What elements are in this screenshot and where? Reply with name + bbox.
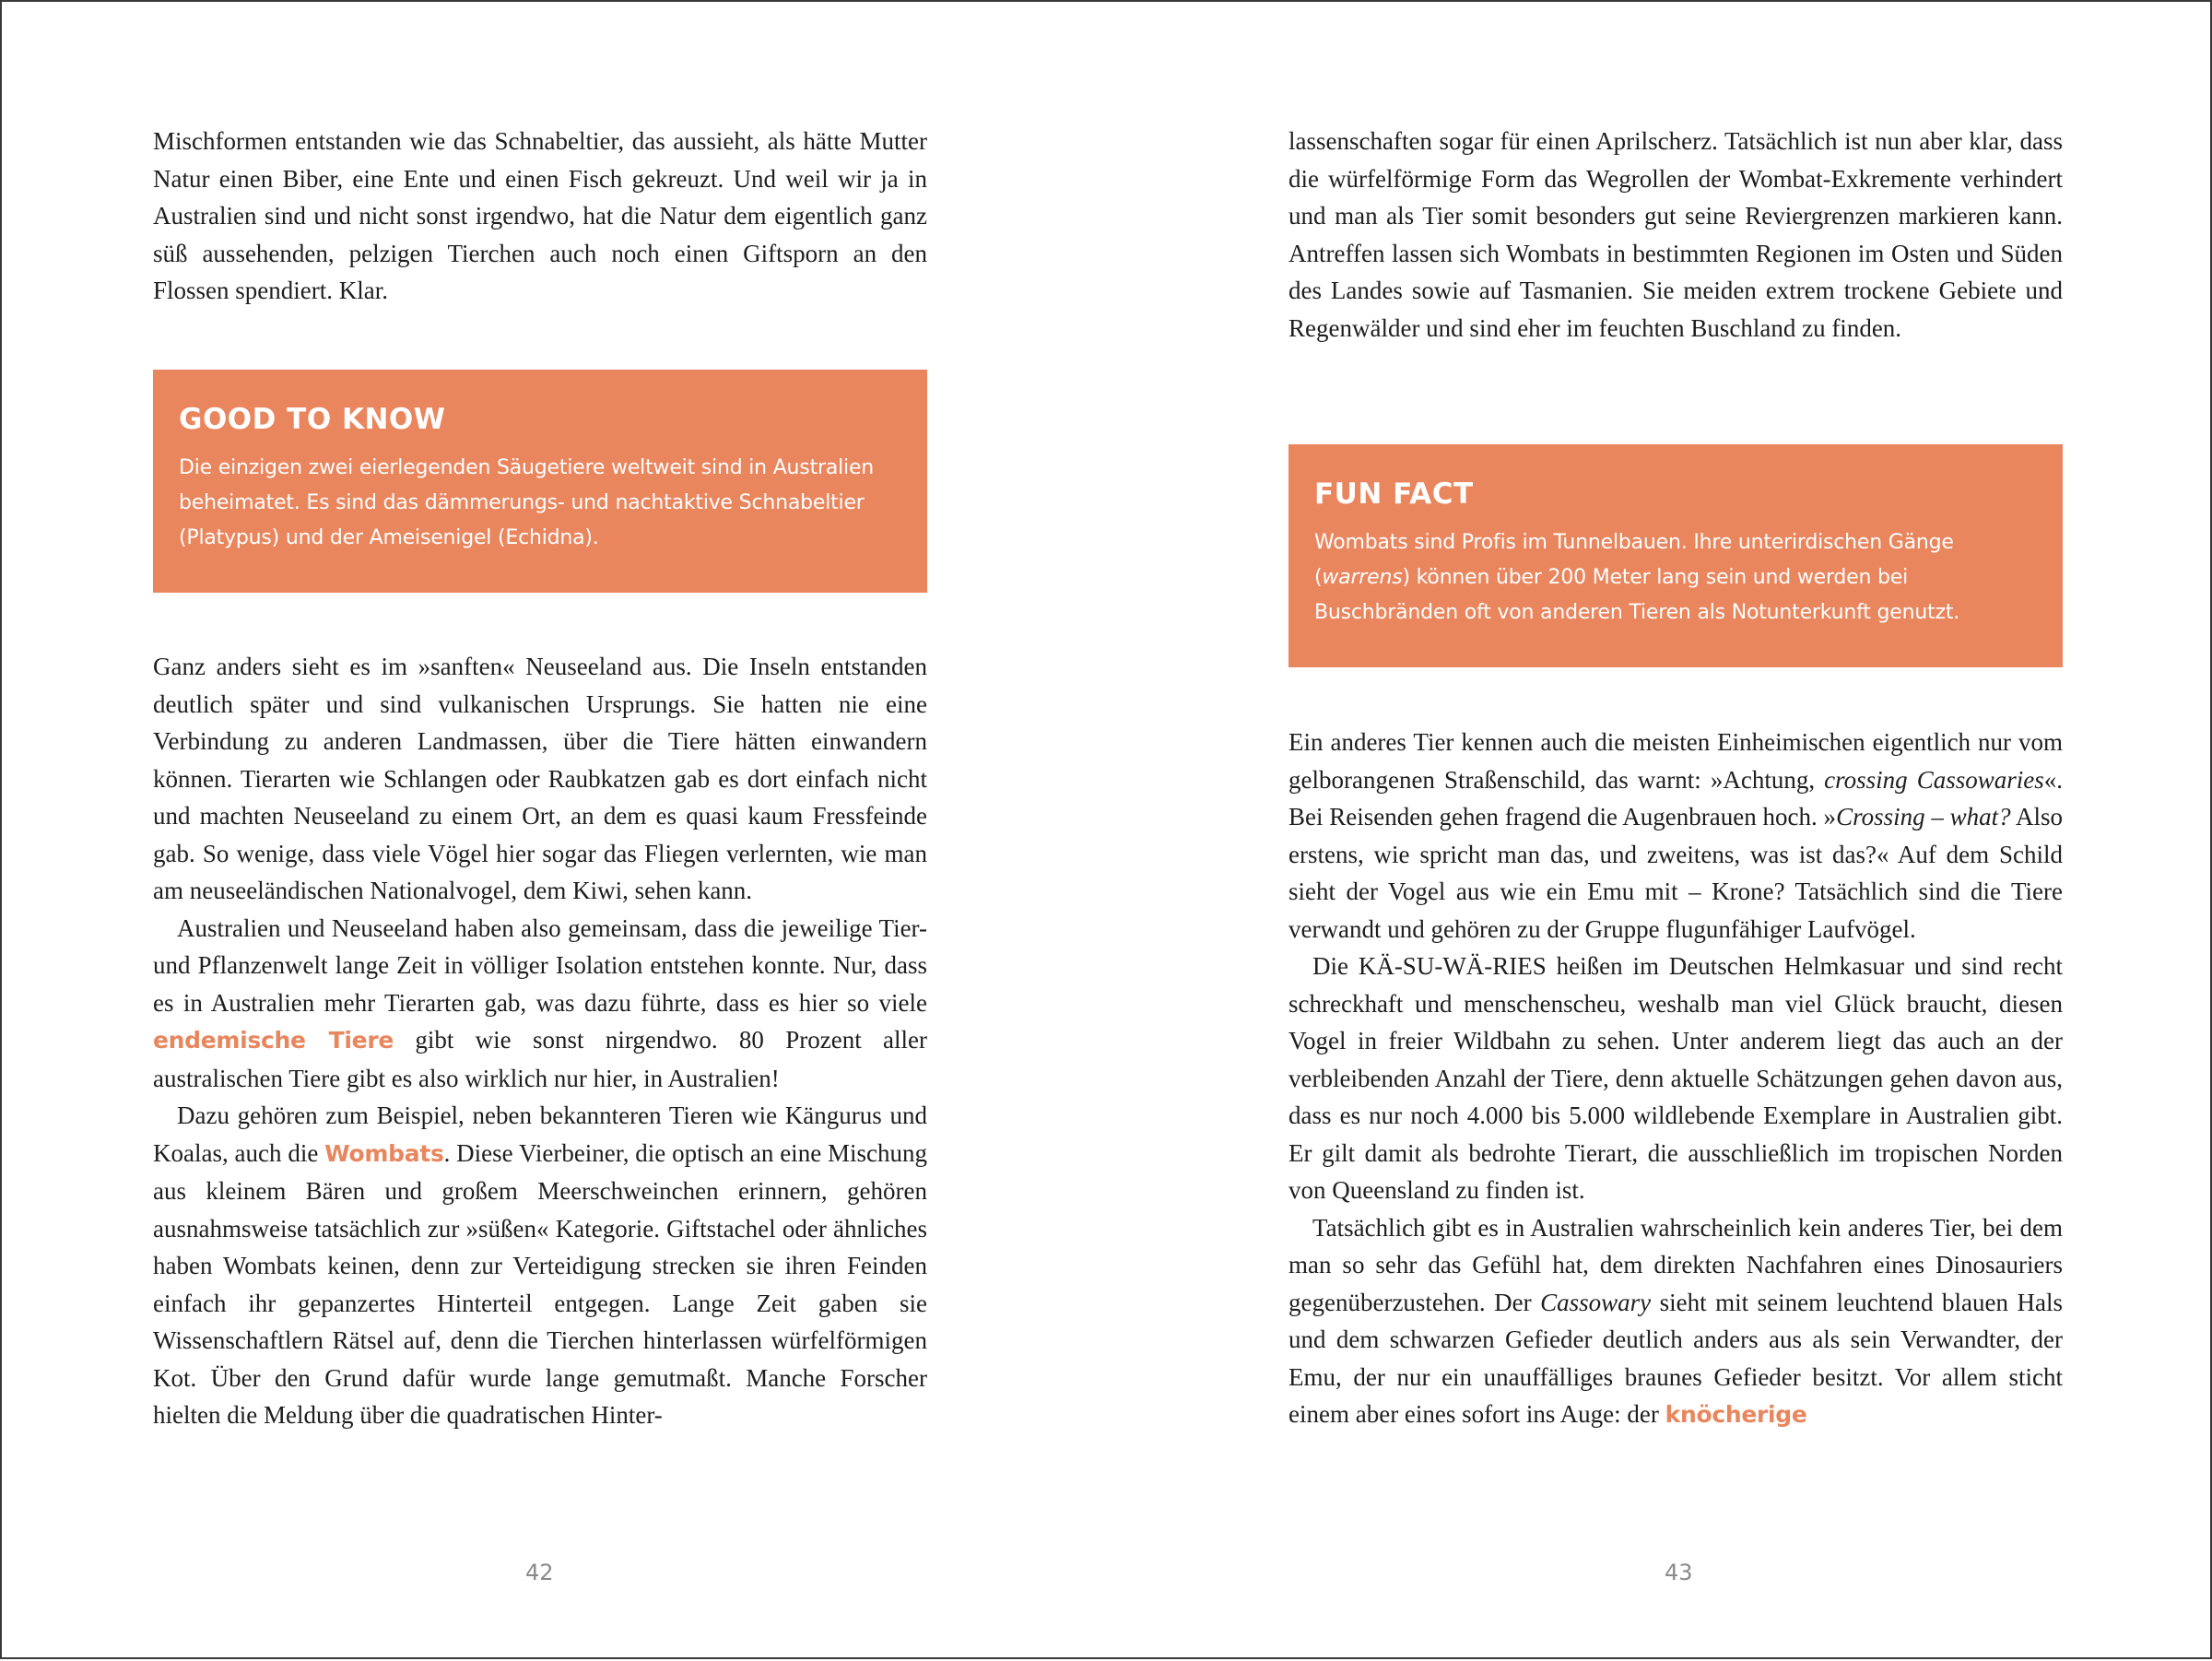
paragraph-isolation: Australien und Neuseeland haben also gemeinsam, dass die jeweilige Tier- und Pflanzenwelt lange Zeit in völliger Isolation entstehen konnte. Nur, dass es in Australien mehr Tierarten gab, was dazu führte, dass es hier so viele endemische Tiere gibt wie sonst nirgendwo. 80 Prozent aller australischen Tiere gibt es also wirklich nur hier, in Australien! xyxy=(153,913,927,1092)
highlight-endemic: endemische Tiere xyxy=(153,1027,394,1054)
highlight-knoecherige: knöcherige xyxy=(1665,1401,1807,1428)
continuation-block xyxy=(1288,123,2063,347)
page-number-right: 43 xyxy=(1665,1560,1693,1585)
box-title: GOOD TO KNOW xyxy=(179,403,446,436)
paragraph-wombats: Dazu gehören zum Beispiel, neben bekannteren Tieren wie Kängurus und Koalas, auch die Wombats. Diese Vierbeiner, die optisch an eine Mischung aus kleinem Bären und großem Meerschweinchen erinnern, gehören ausnahmsweise tatsächlich zur »süßen« Kategorie. Giftstachel oder ähnliches haben Wombats keinen, denn zur Verteidigung strecken sie ihren Feinden einfach ihr gepanzertes Hinterteil entgegen. Lange Zeit gaben sie Wissenschaftlern Rätsel auf, denn die Tierchen hinterlassen würfelförmigen Kot. Über den Grund dafür wurde lange gemutmaßt. Manche Forscher hielten die Meldung über die quadratischen Hinter- xyxy=(153,1101,927,1429)
fun-fact-box xyxy=(1288,444,2063,667)
paragraph-intro: Mischformen entstanden wie das Schnabeltier, das aussieht, als hätte Mutter Natur einen Biber, eine Ente und einen Fisch gekreuzt. Und weil wir ja in Australien sind und nicht sonst irgendwo, hat die Natur dem eigentlich ganz süß aussehenden, pelzigen Tierchen auch noch einen Giftsporn an den Flossen spendiert. Klar. xyxy=(153,127,927,304)
box-text: Die einzigen zwei eierlegenden Säugetiere weltweit sind in Australien beheimatet. Es sind das dämmerungs- und nachtaktive Schnabeltier (Platypus) und der Ameisenigel (Echidna). xyxy=(179,456,875,549)
paragraph-continuation: lassenschaften sogar für einen Aprilscherz. Tatsächlich ist nun aber klar, dass die würfelförmige Form das Wegrollen der Wombat-Exkremente verhindert und man als Tier somit besonders gut seine Reviergrenzen markieren kann. Antreffen lassen sich Wombats in bestimmten Regionen im Osten und Süden des Landes sowie auf Tasmanien. Sie meiden extrem trockene Gebiete und Regenwälder und sind eher im feuchten Buschland zu finden. xyxy=(1288,127,2063,342)
intro-paragraph-block xyxy=(153,123,927,310)
page-number-left: 42 xyxy=(525,1560,554,1585)
paragraph-new-zealand: Ganz anders sieht es im »sanften« Neuseeland aus. Die Inseln entstanden deutlich später und sind vulkanischen Ursprungs. Sie hatten nie eine Verbindung zu anderen Landmassen, über die Tiere hätten einwandern können. Tierarten wie Schlangen oder Raubkatzen gab es dort einfach nicht und machten Neuseeland zu einem Ort, an dem es quasi kaum Fressfeinde gab. So wenige, dass viele Vögel hier sogar das Fliegen verlernten, wie man am neuseeländischen Nationalvogel, dem Kiwi, sehen kann. xyxy=(153,653,927,904)
box-text: Wombats sind Profis im Tunnelbauen. Ihre unterirdischen Gänge (warrens) können über 200 Meter lang sein und werden bei Buschbränden oft von anderen Tieren als Notunterkunft genutzt. xyxy=(1314,531,1960,624)
highlight-wombats: Wombats xyxy=(324,1139,444,1167)
good-to-know-box xyxy=(153,370,927,593)
paragraph-cassowary: Ein anderes Tier kennen auch die meisten Einheimischen eigentlich nur vom gelborangenen Straßenschild, das warnt: »Achtung, crossing Cassowaries«. Bei Reisenden gehen fragend die Augenbrauen hoch. »Crossing – what? Also erstens, wie spricht man das, und zweitens, was ist das?« Auf dem Schild sieht der Vogel aus wie ein Emu mit – Krone? Tatsächlich sind die Tiere verwandt und gehören zu der Gruppe flugunfähiger Laufvögel. xyxy=(1288,728,2063,943)
paragraph-helmkasuar: Die KÄ-SU-WÄ-RIES heißen im Deutschen Helmkasuar und sind recht schreckhaft und menschenscheu, weshalb man viel Glück braucht, diesen Vogel in freier Wildbahn zu sehen. Unter anderem liegt das auch an der verbleibenden Anzahl der Tiere, denn aktuelle Schätzungen gehen davon aus, dass es nur noch 4.000 bis 5.000 wildlebende Exemplare in Australien gibt. Er gilt damit als bedrohte Tierart, die ausschließlich im tropischen Norden von Queensland zu finden ist. xyxy=(1288,952,2063,1204)
box-title: FUN FACT xyxy=(1314,477,1474,511)
paragraph-dinosaur: Tatsächlich gibt es in Australien wahrscheinlich kein anderes Tier, bei dem man so sehr das Gefühl hat, dem direkten Nachfahren eines Dinosauriers gegenüberzustehen. Der Cassowary sieht mit seinem leuchtend blauen Hals und dem schwarzen Gefieder deutlich anders aus als sein Verwandter, der Emu, der nur ein unauffälliges braunes Gefieder besitzt. Vor allem sticht einem aber eines sofort ins Auge: der knöcherige xyxy=(1288,1213,2063,1428)
left-page xyxy=(2,2,1108,1661)
main-text-block xyxy=(153,648,927,1434)
right-page xyxy=(1108,2,2212,1661)
main-text-block-right xyxy=(1288,724,2063,1434)
